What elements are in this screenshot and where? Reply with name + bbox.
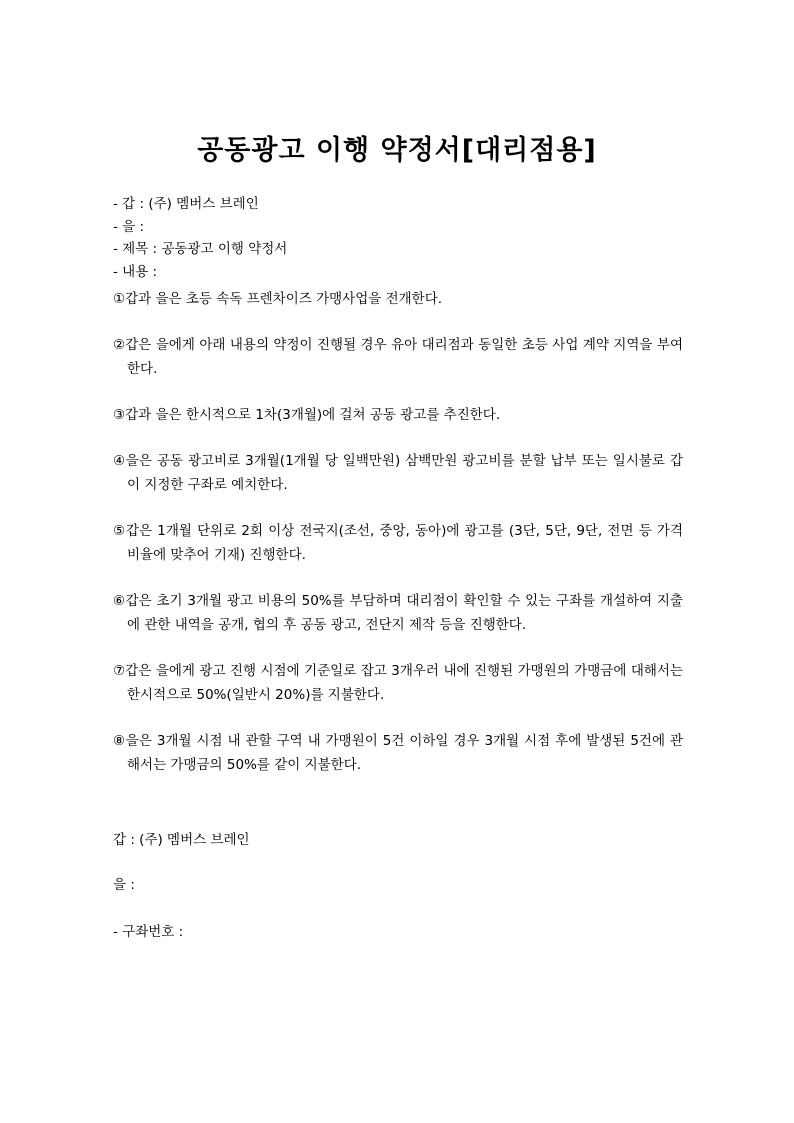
clause-1: ①갑과 을은 초등 속독 프렌차이즈 가맹사업을 전개한다.: [113, 291, 443, 307]
clause-6: ⑥갑은 초기 3개월 광고 비용의 50%를 부담하며 대리점이 확인할 수 있는 구좌를 개설하여 지출에 관한 내역을 공개, 협의 후 공동 광고, 전단지 제작 등을 진행한다.: [113, 593, 683, 633]
meta-subject: - 제목 : 공동광고 이행 약정서: [113, 241, 288, 257]
account-number-label: - 구좌번호 :: [113, 924, 184, 940]
meta-party-b: - 을 :: [113, 218, 145, 235]
clause-3: ③갑과 을은 한시적으로 1차(3개월)에 걸쳐 공동 광고를 추진한다.: [113, 407, 501, 423]
document-title: 공동광고 이행 약정서[대리점용]: [197, 135, 597, 166]
document-meta: [113, 193, 287, 283]
signature-party-b: 을 :: [113, 877, 135, 893]
meta-party-a: - 갑 : (주) 멤버스 브레인: [113, 196, 259, 212]
clause-7: ⑦갑은 을에게 광고 진행 시점에 기준일로 잡고 3개우러 내에 진행된 가맹원의 가맹금에 대해서는 한시적으로 50%(일반시 20%)를 지불한다.: [113, 663, 683, 703]
clause-list: [113, 287, 683, 799]
clause-4: ④을은 공동 광고비로 3개월(1개월 당 일백만원) 삼백만원 광고비를 분할 납부 또는 일시불로 갑이 지정한 구좌로 예치한다.: [113, 453, 683, 493]
clause-5: ⑤갑은 1개월 단위로 2회 이상 전국지(조선, 중앙, 동아)에 광고를 (3단, 5단, 9단, 전면 등 가격 비율에 맞추어 기재) 진행한다.: [113, 523, 683, 563]
signature-party-a: 갑 : (주) 멤버스 브레인: [113, 832, 250, 848]
meta-contents: - 내용 :: [113, 263, 158, 280]
clause-8: ⑧을은 3개월 시점 내 관할 구역 내 가맹원이 5건 이하일 경우 3개월 시점 후에 발생된 5건에 관해서는 가맹금의 50%를 같이 지불한다.: [113, 733, 683, 773]
clause-2: ②갑은 을에게 아래 내용의 약정이 진행될 경우 유아 대리점과 동일한 초등 사업 계약 지역을 부여한다.: [113, 337, 683, 377]
